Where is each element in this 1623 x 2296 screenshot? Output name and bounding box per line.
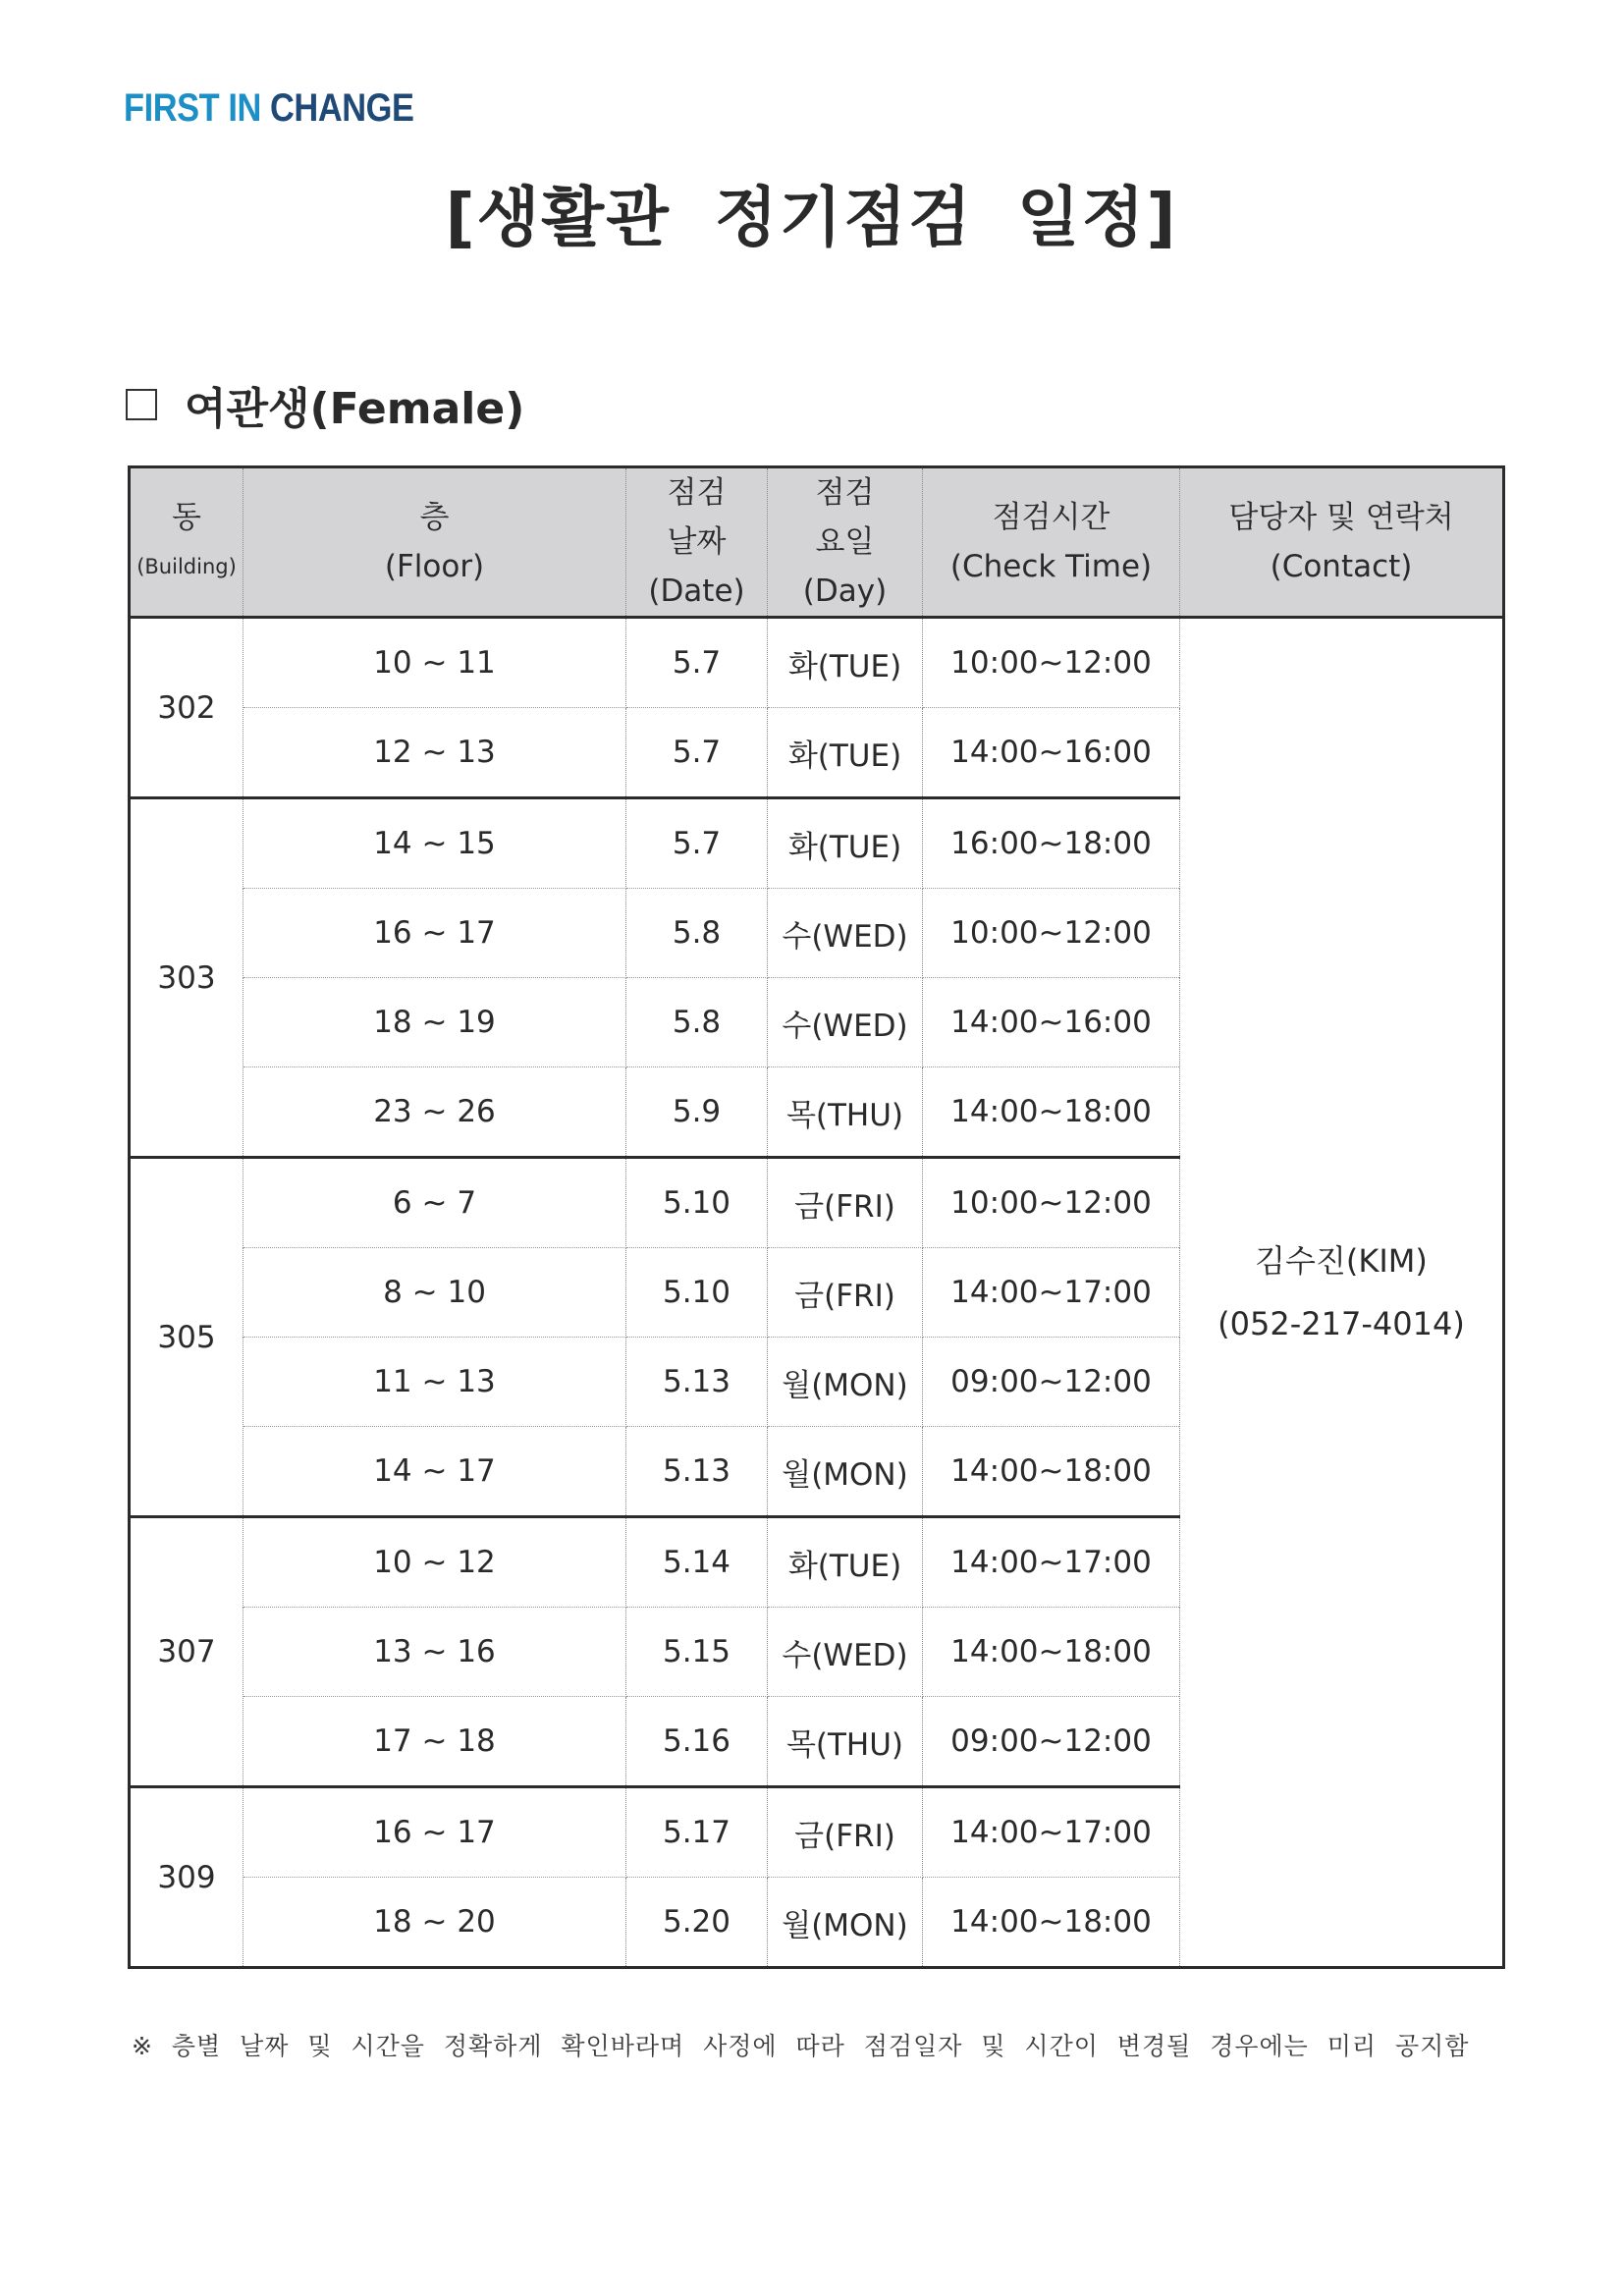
time-cell: 10:00~12:00	[923, 618, 1180, 708]
date-cell: 5.16	[626, 1697, 768, 1787]
date-cell: 5.7	[626, 618, 768, 708]
floor-cell: 23 ~ 26	[243, 1067, 626, 1158]
day-cell: 수(WED)	[768, 889, 923, 978]
building-cell: 302	[130, 618, 243, 798]
header-contact-en: (Contact)	[1270, 549, 1413, 584]
floor-cell: 6 ~ 7	[243, 1158, 626, 1248]
inspection-schedule-table	[128, 465, 1505, 1969]
floor-cell: 18 ~ 19	[243, 978, 626, 1067]
date-cell: 5.13	[626, 1427, 768, 1517]
building-cell: 305	[130, 1158, 243, 1517]
header-building-en: (Building)	[136, 555, 237, 578]
time-cell: 14:00~18:00	[923, 1608, 1180, 1697]
floor-cell: 13 ~ 16	[243, 1608, 626, 1697]
floor-cell: 17 ~ 18	[243, 1697, 626, 1787]
date-cell: 5.10	[626, 1158, 768, 1248]
date-cell: 5.8	[626, 978, 768, 1067]
logo-text-first: FIRST IN	[124, 86, 271, 130]
day-cell: 화(TUE)	[768, 618, 923, 708]
date-cell: 5.14	[626, 1517, 768, 1608]
brand-logo	[124, 86, 414, 131]
date-cell: 5.17	[626, 1787, 768, 1878]
day-cell: 금(FRI)	[768, 1158, 923, 1248]
header-contact	[1180, 467, 1504, 618]
day-cell: 월(MON)	[768, 1338, 923, 1427]
date-cell: 5.7	[626, 708, 768, 798]
header-day-ko1: 점검	[815, 475, 875, 511]
time-cell: 14:00~17:00	[923, 1517, 1180, 1608]
floor-cell: 16 ~ 17	[243, 889, 626, 978]
header-day-en: (Day)	[802, 574, 888, 609]
header-floor-ko: 층	[419, 500, 450, 535]
day-cell: 목(THU)	[768, 1067, 923, 1158]
table-header-row	[130, 467, 1504, 618]
day-cell: 월(MON)	[768, 1427, 923, 1517]
header-time	[923, 467, 1180, 618]
time-cell: 09:00~12:00	[923, 1697, 1180, 1787]
header-date-ko1: 점검	[667, 475, 727, 511]
header-date-en: (Date)	[648, 574, 745, 609]
header-building	[130, 467, 243, 618]
day-cell: 금(FRI)	[768, 1248, 923, 1338]
floor-cell: 12 ~ 13	[243, 708, 626, 798]
page-title: [생활관 정기점검 일정]	[445, 180, 1178, 255]
header-time-ko: 점검시간	[992, 500, 1110, 535]
day-cell: 월(MON)	[768, 1878, 923, 1968]
section-label: 여관생(Female)	[185, 384, 525, 434]
floor-cell: 10 ~ 11	[243, 618, 626, 708]
building-cell: 303	[130, 798, 243, 1158]
header-floor-en: (Floor)	[384, 549, 485, 584]
time-cell: 14:00~17:00	[923, 1248, 1180, 1338]
header-day-ko2: 요일	[815, 524, 875, 560]
date-cell: 5.20	[626, 1878, 768, 1968]
time-cell: 16:00~18:00	[923, 798, 1180, 889]
day-cell: 수(WED)	[768, 1608, 923, 1697]
date-cell: 5.8	[626, 889, 768, 978]
header-date	[626, 467, 768, 618]
contact-name: 김수진(KIM)	[1255, 1242, 1428, 1280]
time-cell: 14:00~18:00	[923, 1067, 1180, 1158]
floor-cell: 10 ~ 12	[243, 1517, 626, 1608]
day-cell: 목(THU)	[768, 1697, 923, 1787]
header-time-en: (Check Time)	[949, 549, 1153, 584]
time-cell: 09:00~12:00	[923, 1338, 1180, 1427]
time-cell: 10:00~12:00	[923, 1158, 1180, 1248]
header-day	[768, 467, 923, 618]
time-cell: 10:00~12:00	[923, 889, 1180, 978]
date-cell: 5.15	[626, 1608, 768, 1697]
building-cell: 309	[130, 1787, 243, 1968]
footnote: ※ 층별 날짜 및 시간을 정확하게 확인바라며 사정에 따라 점검일자 및 시간이 변경될 경우에는 미리 공지함	[132, 2032, 1470, 2060]
contact-cell	[1180, 618, 1504, 1968]
floor-cell: 14 ~ 15	[243, 798, 626, 889]
header-contact-ko: 담당자 및 연락처	[1228, 500, 1454, 535]
date-cell: 5.10	[626, 1248, 768, 1338]
day-cell: 화(TUE)	[768, 798, 923, 889]
section-heading	[126, 373, 524, 436]
building-cell: 307	[130, 1517, 243, 1787]
time-cell: 14:00~18:00	[923, 1427, 1180, 1517]
header-floor	[243, 467, 626, 618]
day-cell: 금(FRI)	[768, 1787, 923, 1878]
day-cell: 화(TUE)	[768, 708, 923, 798]
header-date-ko2: 날짜	[667, 524, 727, 560]
floor-cell: 16 ~ 17	[243, 1787, 626, 1878]
floor-cell: 14 ~ 17	[243, 1427, 626, 1517]
logo-text-change: CHANGE	[270, 86, 414, 130]
date-cell: 5.13	[626, 1338, 768, 1427]
contact-phone: (052-217-4014)	[1217, 1305, 1465, 1342]
day-cell: 수(WED)	[768, 978, 923, 1067]
header-building-ko: 동	[172, 500, 201, 535]
table-row	[130, 618, 1504, 708]
floor-cell: 18 ~ 20	[243, 1878, 626, 1968]
floor-cell: 11 ~ 13	[243, 1338, 626, 1427]
checkbox-icon	[126, 389, 157, 420]
floor-cell: 8 ~ 10	[243, 1248, 626, 1338]
day-cell: 화(TUE)	[768, 1517, 923, 1608]
time-cell: 14:00~18:00	[923, 1878, 1180, 1968]
date-cell: 5.7	[626, 798, 768, 889]
time-cell: 14:00~17:00	[923, 1787, 1180, 1878]
time-cell: 14:00~16:00	[923, 978, 1180, 1067]
date-cell: 5.9	[626, 1067, 768, 1158]
time-cell: 14:00~16:00	[923, 708, 1180, 798]
